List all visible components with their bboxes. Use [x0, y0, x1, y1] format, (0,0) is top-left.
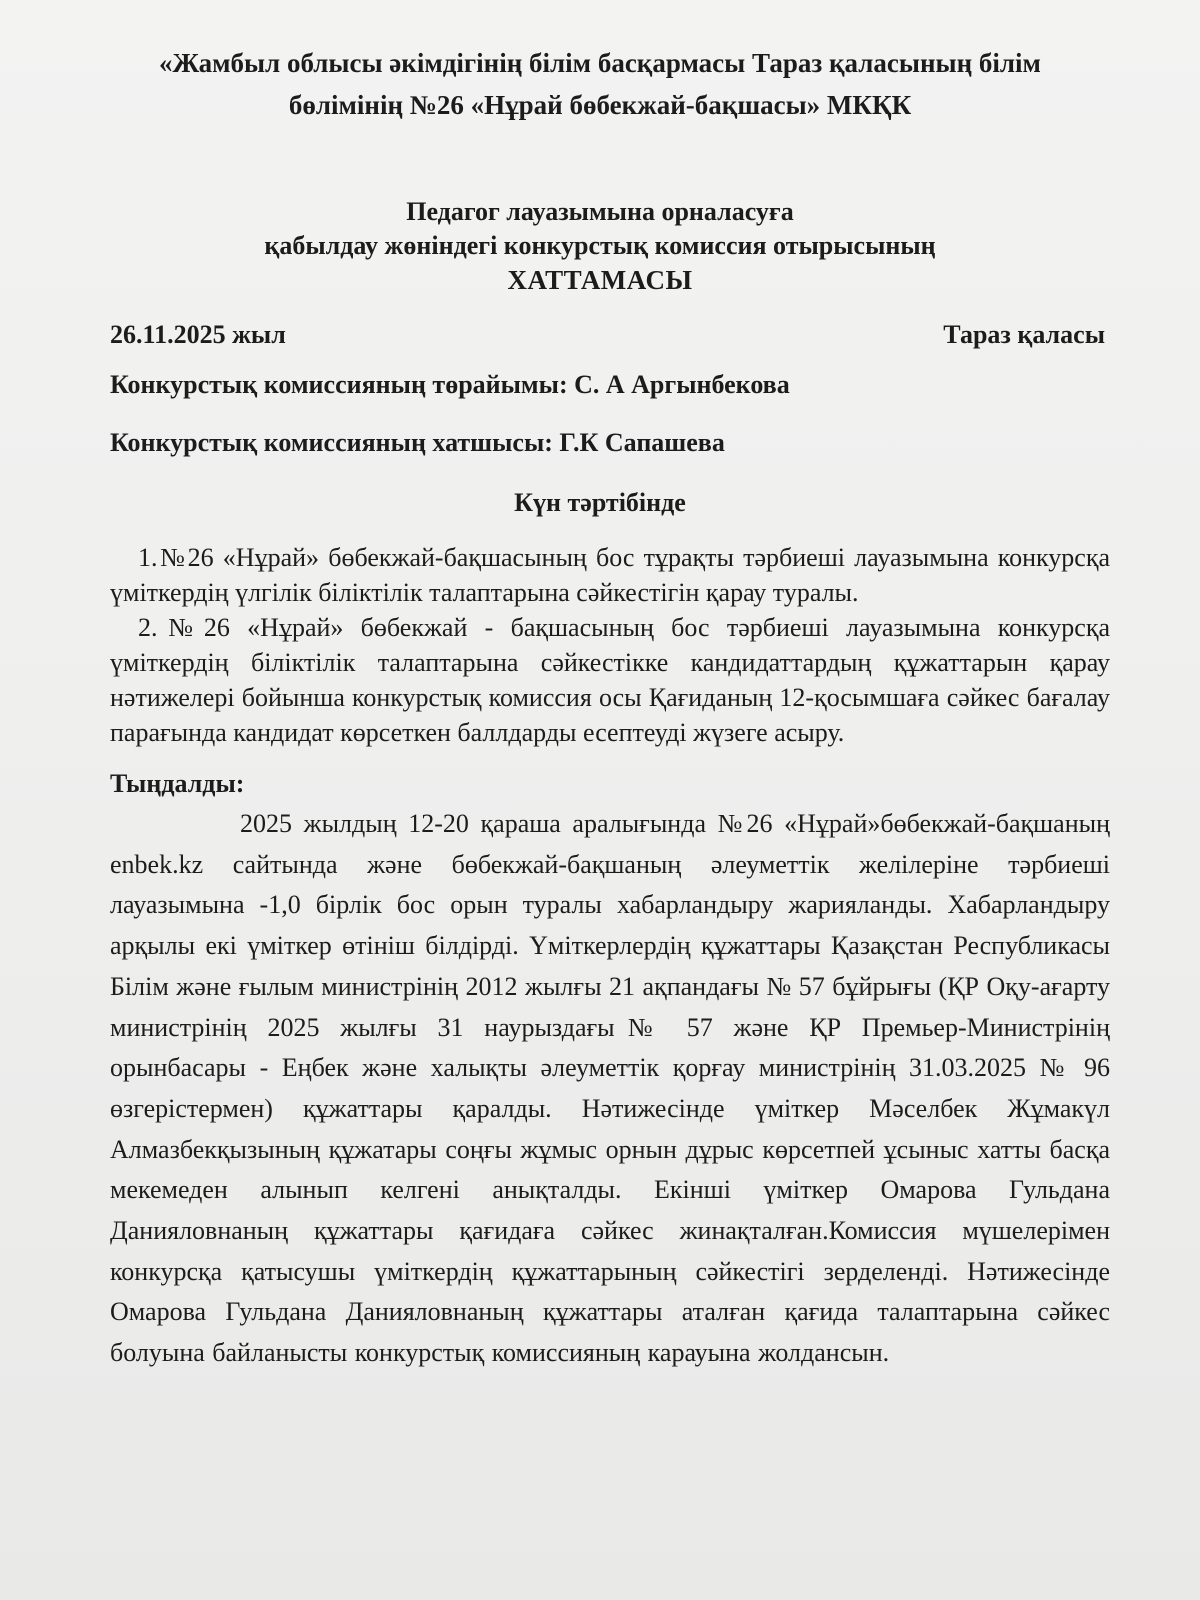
organization-header-line-2: бөлімінің №26 «Нұрай бөбекжай-бақшасы» МКҚК	[288, 90, 912, 120]
organization-header	[80, 42, 1120, 126]
heard-section	[110, 804, 1110, 1374]
heard-label: Тыңдалды:	[110, 769, 245, 798]
agenda-item-1: 1.№26 «Нұрай» бөбекжай-бақшасының бос тұрақты тәрбиеші лауазымына конкурсқа үміткердің үлгілік біліктілік талаптарына сәйкестігін қарау туралы.	[110, 543, 1110, 607]
agenda-item-2: 2.№26 «Нұрай» бөбекжай - бақшасының бос тәрбиеші лауазымына конкурсқа үміткердің біліктілік талаптарына сәйкестікке кандидаттардың құжаттарын қарау нәтижелері бойынша конкурстық комиссия осы Қағиданың 12-қосымшаға сәйкес бағалау парағында кандидат көрсеткен баллдарды есептеуді жүзеге асыру.	[110, 613, 1110, 747]
heard-paragraph: 2025 жылдың 12-20 қараша аралығында №26 «Нұрай»бөбекжай-бақшаның enbek.kz сайтында және бөбекжай-бақшаның әлеуметтік желілеріне тәрбиеші лауазымына -1,0 бірлік бос орын туралы хабарландыру жарияланды. Хабарландыру арқылы екі үміткер өтініш білдірді. Үміткерлердің құжаттары Қазақстан Республикасы Білім және ғылым министрінің 2012 жылғы 21 ақпандағы № 57 бұйрығы (ҚР Оқу-ағарту министрінің 2025 жылғы 31 наурыздағы№ 57 және ҚР Премьер-Министрінің орынбасары - Еңбек және халықты әлеуметтік қорғау министрінің 31.03.2025 № 96 өзгерістермен) құжаттары қаралды. Нәтижесінде үміткер Мәселбек Жұмакүл Алмазбекқызының құжатары соңғы жұмыс орнын дұрыс көрсетпей ұсыныс хатты басқа мекемеден алынып келгені анықталды. Екінші үміткер Омарова Гульдана Данияловнаның құжаттары қағидаға сәйкес жинақталған.Комиссия мүшелерімен конкурсқа қатысушы үміткердің құжаттарының сәйкестігі зерделенді. Нәтижесінде Омарова Гульдана Данияловнаның құжаттары аталған қағида талаптарына сәйкес болуына байланысты конкурстық комиссияның карауына жолдансын.	[110, 809, 1110, 1368]
agenda-heading: Күн тәртібінде	[514, 488, 686, 517]
document-date: 26.11.2025 жыл	[110, 320, 286, 349]
commission-chair: Конкурстық комиссияның төрайымы: С. А Аргынбекова	[110, 370, 790, 399]
title-line-2: қабылдау жөніндегі конкурстық комиссия отырысының	[264, 231, 936, 260]
document-city: Тараз қаласы	[943, 320, 1105, 349]
title-line-1: Педагог лауазымына орналасуға	[406, 197, 794, 226]
commission-secretary: Конкурстық комиссияның хатшысы: Г.К Сапашева	[110, 428, 725, 457]
document-title-block	[80, 195, 1120, 297]
agenda-list	[110, 540, 1110, 750]
document-title: ХАТТАМАСЫ	[507, 265, 693, 295]
organization-header-line-1: «Жамбыл облысы әкімдігінің білім басқармасы Тараз қаласының білім	[159, 48, 1041, 78]
date-city-row	[110, 318, 1105, 352]
